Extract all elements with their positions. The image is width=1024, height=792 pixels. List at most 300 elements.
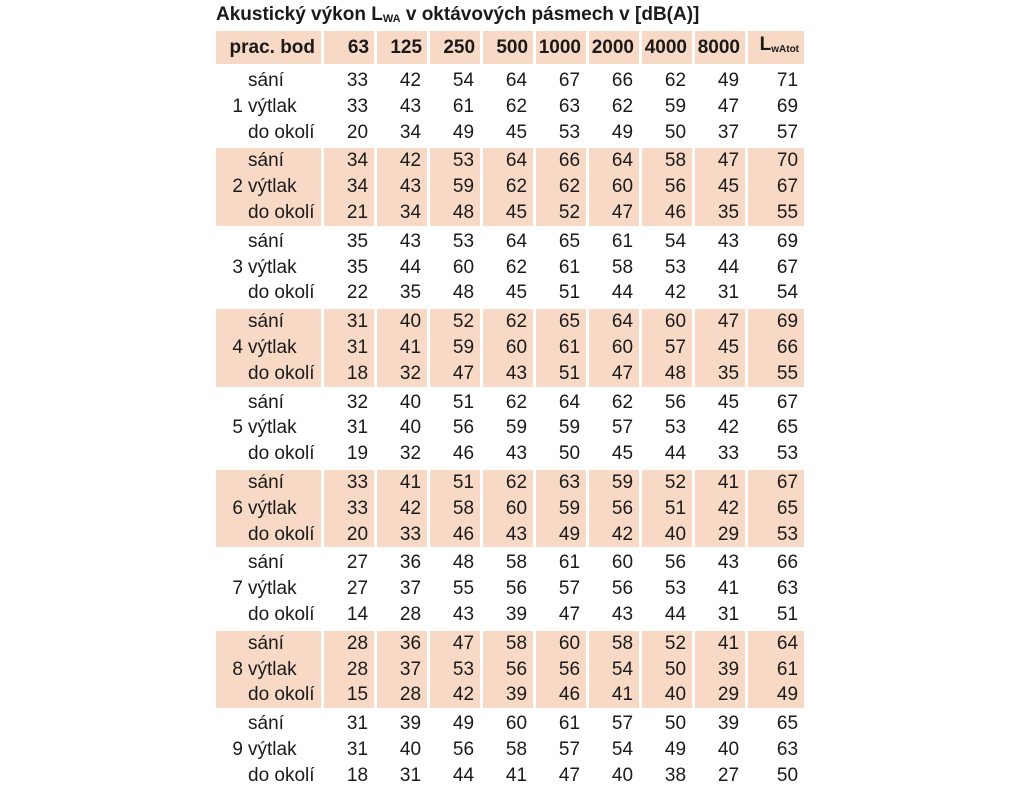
value-cell: 56 xyxy=(483,657,536,683)
table-header xyxy=(216,31,804,68)
value-cell: 40 xyxy=(377,390,430,416)
sound-power-table xyxy=(216,31,804,792)
value-cell: 44 xyxy=(377,255,430,281)
table-row xyxy=(216,200,804,229)
value-cell: 37 xyxy=(695,120,748,149)
total-cell: 51 xyxy=(748,602,804,631)
value-cell: 47 xyxy=(695,94,748,120)
value-cell: 43 xyxy=(377,229,430,255)
header-band-63: 63 xyxy=(324,31,377,68)
table-row xyxy=(216,361,804,390)
value-cell: 42 xyxy=(642,280,695,309)
value-cell: 42 xyxy=(695,415,748,441)
total-cell: 61 xyxy=(748,657,804,683)
value-cell: 54 xyxy=(642,229,695,255)
value-cell: 64 xyxy=(483,229,536,255)
value-cell: 56 xyxy=(642,174,695,200)
value-cell: 35 xyxy=(695,200,748,229)
value-cell: 61 xyxy=(536,335,589,361)
table-row xyxy=(216,763,804,792)
value-cell: 62 xyxy=(642,68,695,94)
value-cell: 42 xyxy=(377,148,430,174)
total-cell: 69 xyxy=(748,309,804,335)
point-number xyxy=(216,441,246,470)
point-number xyxy=(216,631,246,657)
point-number xyxy=(216,120,246,149)
total-cell: 53 xyxy=(748,522,804,551)
point-number xyxy=(216,361,246,390)
header-total-letter: L xyxy=(759,34,772,55)
value-cell: 46 xyxy=(642,200,695,229)
value-cell: 41 xyxy=(695,470,748,496)
total-cell: 67 xyxy=(748,470,804,496)
title-rest: v oktávových pásmech v [dB(A)] xyxy=(400,4,700,25)
table-row xyxy=(216,335,804,361)
value-cell: 58 xyxy=(589,631,642,657)
value-cell: 27 xyxy=(695,763,748,792)
value-cell: 59 xyxy=(536,415,589,441)
value-cell: 51 xyxy=(536,361,589,390)
point-group-4 xyxy=(216,309,804,389)
point-number xyxy=(216,470,246,496)
total-cell: 65 xyxy=(776,713,799,735)
header-band-8000: 8000 xyxy=(695,31,748,68)
value-cell: 52 xyxy=(430,309,483,335)
value-cell: 53 xyxy=(642,576,695,602)
value-cell: 45 xyxy=(483,120,536,149)
row-label: do okolí xyxy=(246,602,324,631)
value-cell: 67 xyxy=(536,68,589,94)
value-cell: 47 xyxy=(695,309,748,335)
header-band-500: 500 xyxy=(483,31,536,68)
value-cell: 54 xyxy=(589,657,642,683)
value-cell: 53 xyxy=(642,255,695,281)
row-label: sání xyxy=(246,631,324,657)
row-label: výtlak xyxy=(246,415,324,441)
value-cell: 43 xyxy=(377,174,430,200)
value-cell: 40 xyxy=(695,737,748,763)
point-group-3 xyxy=(216,229,804,309)
value-cell: 33 xyxy=(695,441,748,470)
value-cell: 35 xyxy=(377,280,430,309)
value-cell: 44 xyxy=(695,255,748,281)
table-row xyxy=(216,711,804,737)
value-cell: 46 xyxy=(430,441,483,470)
value-cell: 49 xyxy=(642,737,695,763)
value-cell: 42 xyxy=(589,522,642,551)
value-cell: 57 xyxy=(642,335,695,361)
value-cell: 35 xyxy=(695,361,748,390)
value-cell: 61 xyxy=(430,94,483,120)
point-number xyxy=(216,711,246,737)
value-cell: 62 xyxy=(483,94,536,120)
total-cell: 71 xyxy=(776,70,799,91)
value-cell: 50 xyxy=(642,711,695,737)
header-total xyxy=(748,31,804,68)
value-cell: 48 xyxy=(430,200,483,229)
value-cell: 57 xyxy=(589,711,642,737)
value-cell: 56 xyxy=(430,737,483,763)
point-number: 7 xyxy=(232,578,243,600)
point-number: 1 xyxy=(232,95,243,117)
value-cell: 44 xyxy=(642,602,695,631)
value-cell: 59 xyxy=(536,496,589,522)
value-cell: 33 xyxy=(324,68,377,94)
table-row xyxy=(216,229,804,255)
row-label: výtlak xyxy=(246,657,324,683)
row-label: výtlak xyxy=(246,255,324,281)
value-cell: 41 xyxy=(695,576,748,602)
point-number: 3 xyxy=(232,256,243,278)
value-cell: 46 xyxy=(430,522,483,551)
value-cell: 33 xyxy=(377,522,430,551)
value-cell: 47 xyxy=(589,200,642,229)
value-cell: 39 xyxy=(695,711,748,737)
total-cell: 66 xyxy=(748,335,804,361)
value-cell: 53 xyxy=(430,229,483,255)
row-label: do okolí xyxy=(246,522,324,551)
value-cell: 53 xyxy=(430,148,483,174)
value-cell: 42 xyxy=(377,68,430,94)
value-cell: 60 xyxy=(483,711,536,737)
value-cell: 47 xyxy=(589,361,642,390)
value-cell: 57 xyxy=(589,415,642,441)
value-cell: 52 xyxy=(536,200,589,229)
table-row xyxy=(216,470,804,496)
table-row xyxy=(216,120,804,149)
value-cell: 47 xyxy=(430,361,483,390)
value-cell: 62 xyxy=(483,470,536,496)
value-cell: 56 xyxy=(430,415,483,441)
value-cell: 40 xyxy=(377,737,430,763)
value-cell: 53 xyxy=(536,120,589,149)
point-number xyxy=(216,602,246,631)
table-row xyxy=(216,737,804,763)
value-cell: 49 xyxy=(695,68,748,94)
total-cell: 67 xyxy=(776,256,799,278)
value-cell: 41 xyxy=(377,335,430,361)
table-row xyxy=(216,174,804,200)
value-cell: 39 xyxy=(483,602,536,631)
value-cell: 47 xyxy=(695,148,748,174)
point-number xyxy=(216,309,246,335)
value-cell: 49 xyxy=(536,522,589,551)
point-group-2 xyxy=(216,148,804,228)
value-cell: 18 xyxy=(324,361,377,390)
header-total-subscript: wAtot xyxy=(771,44,800,55)
value-cell: 54 xyxy=(589,737,642,763)
value-cell: 15 xyxy=(324,682,377,711)
total-cell: 66 xyxy=(776,552,799,574)
value-cell: 48 xyxy=(430,280,483,309)
total-cell: 67 xyxy=(748,174,804,200)
value-cell: 61 xyxy=(536,255,589,281)
row-label: výtlak xyxy=(246,737,324,763)
total-cell: 54 xyxy=(748,280,804,309)
row-label: do okolí xyxy=(246,120,324,149)
point-number: 5 xyxy=(232,417,243,439)
total-cell: 65 xyxy=(776,417,799,439)
total-cell: 64 xyxy=(748,631,804,657)
value-cell: 60 xyxy=(430,255,483,281)
total-cell: 55 xyxy=(748,361,804,390)
value-cell: 60 xyxy=(589,335,642,361)
value-cell: 49 xyxy=(589,120,642,149)
value-cell: 34 xyxy=(377,200,430,229)
row-label: sání xyxy=(246,550,324,576)
value-cell: 61 xyxy=(589,229,642,255)
value-cell: 43 xyxy=(695,550,748,576)
value-cell: 47 xyxy=(536,763,589,792)
value-cell: 51 xyxy=(430,470,483,496)
value-cell: 44 xyxy=(589,280,642,309)
value-cell: 31 xyxy=(695,602,748,631)
value-cell: 64 xyxy=(483,148,536,174)
point-number xyxy=(216,280,246,309)
value-cell: 55 xyxy=(430,576,483,602)
value-cell: 66 xyxy=(589,68,642,94)
value-cell: 59 xyxy=(642,94,695,120)
value-cell: 38 xyxy=(642,763,695,792)
value-cell: 50 xyxy=(642,657,695,683)
value-cell: 28 xyxy=(377,682,430,711)
value-cell: 33 xyxy=(324,94,377,120)
table-row xyxy=(216,309,804,335)
value-cell: 39 xyxy=(695,657,748,683)
table-title xyxy=(216,4,699,30)
value-cell: 46 xyxy=(536,682,589,711)
value-cell: 28 xyxy=(377,602,430,631)
row-label: sání xyxy=(246,68,324,94)
point-group-1 xyxy=(216,68,804,148)
point-number xyxy=(216,522,246,551)
point-group-8 xyxy=(216,631,804,711)
value-cell: 27 xyxy=(324,576,377,602)
point-number xyxy=(216,229,246,255)
value-cell: 42 xyxy=(695,496,748,522)
value-cell: 33 xyxy=(324,496,377,522)
row-label: sání xyxy=(246,390,324,416)
point-number xyxy=(216,550,246,576)
value-cell: 56 xyxy=(589,496,642,522)
row-label: výtlak xyxy=(246,576,324,602)
table-row xyxy=(216,657,804,683)
value-cell: 45 xyxy=(483,200,536,229)
value-cell: 39 xyxy=(377,711,430,737)
point-group-6 xyxy=(216,470,804,550)
value-cell: 18 xyxy=(324,763,377,792)
point-number xyxy=(216,390,246,416)
value-cell: 59 xyxy=(483,415,536,441)
value-cell: 20 xyxy=(324,120,377,149)
point-number xyxy=(216,682,246,711)
value-cell: 45 xyxy=(695,390,748,416)
table-row xyxy=(216,550,804,576)
header-band-250: 250 xyxy=(430,31,483,68)
value-cell: 34 xyxy=(377,120,430,149)
value-cell: 43 xyxy=(377,94,430,120)
header-band-2000: 2000 xyxy=(589,31,642,68)
value-cell: 62 xyxy=(483,390,536,416)
row-label: sání xyxy=(246,711,324,737)
value-cell: 62 xyxy=(483,174,536,200)
row-label: do okolí xyxy=(246,441,324,470)
table-row xyxy=(216,415,804,441)
row-label: do okolí xyxy=(246,682,324,711)
value-cell: 29 xyxy=(695,522,748,551)
value-cell: 31 xyxy=(377,763,430,792)
total-cell: 53 xyxy=(748,441,804,470)
value-cell: 49 xyxy=(430,120,483,149)
value-cell: 45 xyxy=(483,280,536,309)
row-label: výtlak xyxy=(246,174,324,200)
row-label: sání xyxy=(246,470,324,496)
table-row xyxy=(216,602,804,631)
value-cell: 51 xyxy=(430,390,483,416)
value-cell: 56 xyxy=(536,657,589,683)
table-row xyxy=(216,390,804,416)
value-cell: 56 xyxy=(642,390,695,416)
point-number: 8 xyxy=(216,657,246,683)
value-cell: 44 xyxy=(430,763,483,792)
value-cell: 58 xyxy=(483,737,536,763)
table-row xyxy=(216,631,804,657)
value-cell: 42 xyxy=(430,682,483,711)
value-cell: 49 xyxy=(430,711,483,737)
value-cell: 20 xyxy=(324,522,377,551)
row-label: do okolí xyxy=(246,763,324,792)
value-cell: 45 xyxy=(589,441,642,470)
value-cell: 32 xyxy=(377,441,430,470)
value-cell: 48 xyxy=(430,550,483,576)
table-row xyxy=(216,522,804,551)
value-cell: 60 xyxy=(483,335,536,361)
value-cell: 40 xyxy=(377,415,430,441)
value-cell: 66 xyxy=(536,148,589,174)
total-cell: 67 xyxy=(776,391,799,413)
value-cell: 56 xyxy=(589,576,642,602)
value-cell: 33 xyxy=(324,470,377,496)
value-cell: 31 xyxy=(324,711,377,737)
value-cell: 34 xyxy=(324,148,377,174)
point-group-7 xyxy=(216,550,804,630)
value-cell: 44 xyxy=(642,441,695,470)
value-cell: 64 xyxy=(589,309,642,335)
value-cell: 31 xyxy=(324,309,377,335)
value-cell: 57 xyxy=(536,576,589,602)
value-cell: 35 xyxy=(324,229,377,255)
table-row xyxy=(216,68,804,94)
value-cell: 60 xyxy=(642,309,695,335)
table-row xyxy=(216,441,804,470)
row-label: do okolí xyxy=(246,280,324,309)
total-cell: 50 xyxy=(748,763,804,792)
header-point: prac. bod xyxy=(216,31,324,68)
value-cell: 58 xyxy=(483,550,536,576)
value-cell: 42 xyxy=(377,496,430,522)
value-cell: 64 xyxy=(483,68,536,94)
table-row xyxy=(216,255,804,281)
value-cell: 62 xyxy=(589,94,642,120)
value-cell: 41 xyxy=(377,470,430,496)
value-cell: 45 xyxy=(695,174,748,200)
value-cell: 31 xyxy=(324,335,377,361)
value-cell: 31 xyxy=(324,415,377,441)
value-cell: 43 xyxy=(589,602,642,631)
value-cell: 58 xyxy=(589,255,642,281)
value-cell: 58 xyxy=(642,148,695,174)
value-cell: 28 xyxy=(324,657,377,683)
value-cell: 40 xyxy=(642,682,695,711)
value-cell: 64 xyxy=(536,390,589,416)
value-cell: 37 xyxy=(377,657,430,683)
total-cell: 70 xyxy=(748,148,804,174)
value-cell: 28 xyxy=(324,631,377,657)
value-cell: 47 xyxy=(430,631,483,657)
value-cell: 35 xyxy=(324,255,377,281)
point-number xyxy=(216,68,246,94)
row-label: výtlak xyxy=(246,94,324,120)
value-cell: 36 xyxy=(377,550,430,576)
value-cell: 31 xyxy=(695,280,748,309)
value-cell: 43 xyxy=(483,441,536,470)
title-subscript: WA xyxy=(382,13,401,25)
value-cell: 43 xyxy=(695,229,748,255)
value-cell: 19 xyxy=(324,441,377,470)
point-number: 4 xyxy=(216,335,246,361)
point-number: 9 xyxy=(232,738,243,760)
value-cell: 22 xyxy=(324,280,377,309)
point-number: 6 xyxy=(216,496,246,522)
value-cell: 62 xyxy=(483,255,536,281)
value-cell: 43 xyxy=(430,602,483,631)
table-row xyxy=(216,148,804,174)
value-cell: 34 xyxy=(324,174,377,200)
value-cell: 37 xyxy=(377,576,430,602)
value-cell: 48 xyxy=(642,361,695,390)
point-number xyxy=(216,148,246,174)
total-cell: 49 xyxy=(748,682,804,711)
value-cell: 64 xyxy=(589,148,642,174)
value-cell: 47 xyxy=(536,602,589,631)
row-label: do okolí xyxy=(246,361,324,390)
header-band-4000: 4000 xyxy=(642,31,695,68)
total-cell: 57 xyxy=(748,120,804,149)
value-cell: 41 xyxy=(589,682,642,711)
total-cell: 63 xyxy=(776,738,799,760)
value-cell: 36 xyxy=(377,631,430,657)
value-cell: 40 xyxy=(642,522,695,551)
value-cell: 61 xyxy=(536,711,589,737)
header-row xyxy=(216,31,804,68)
value-cell: 60 xyxy=(589,550,642,576)
value-cell: 41 xyxy=(483,763,536,792)
row-label: sání xyxy=(246,309,324,335)
row-label: sání xyxy=(246,229,324,255)
value-cell: 52 xyxy=(642,470,695,496)
row-label: do okolí xyxy=(246,200,324,229)
table-row xyxy=(216,94,804,120)
point-number xyxy=(216,763,246,792)
value-cell: 56 xyxy=(642,550,695,576)
table-row xyxy=(216,280,804,309)
point-number xyxy=(216,200,246,229)
table-row xyxy=(216,576,804,602)
header-band-1000: 1000 xyxy=(536,31,589,68)
value-cell: 56 xyxy=(483,576,536,602)
value-cell: 63 xyxy=(536,94,589,120)
value-cell: 61 xyxy=(536,550,589,576)
